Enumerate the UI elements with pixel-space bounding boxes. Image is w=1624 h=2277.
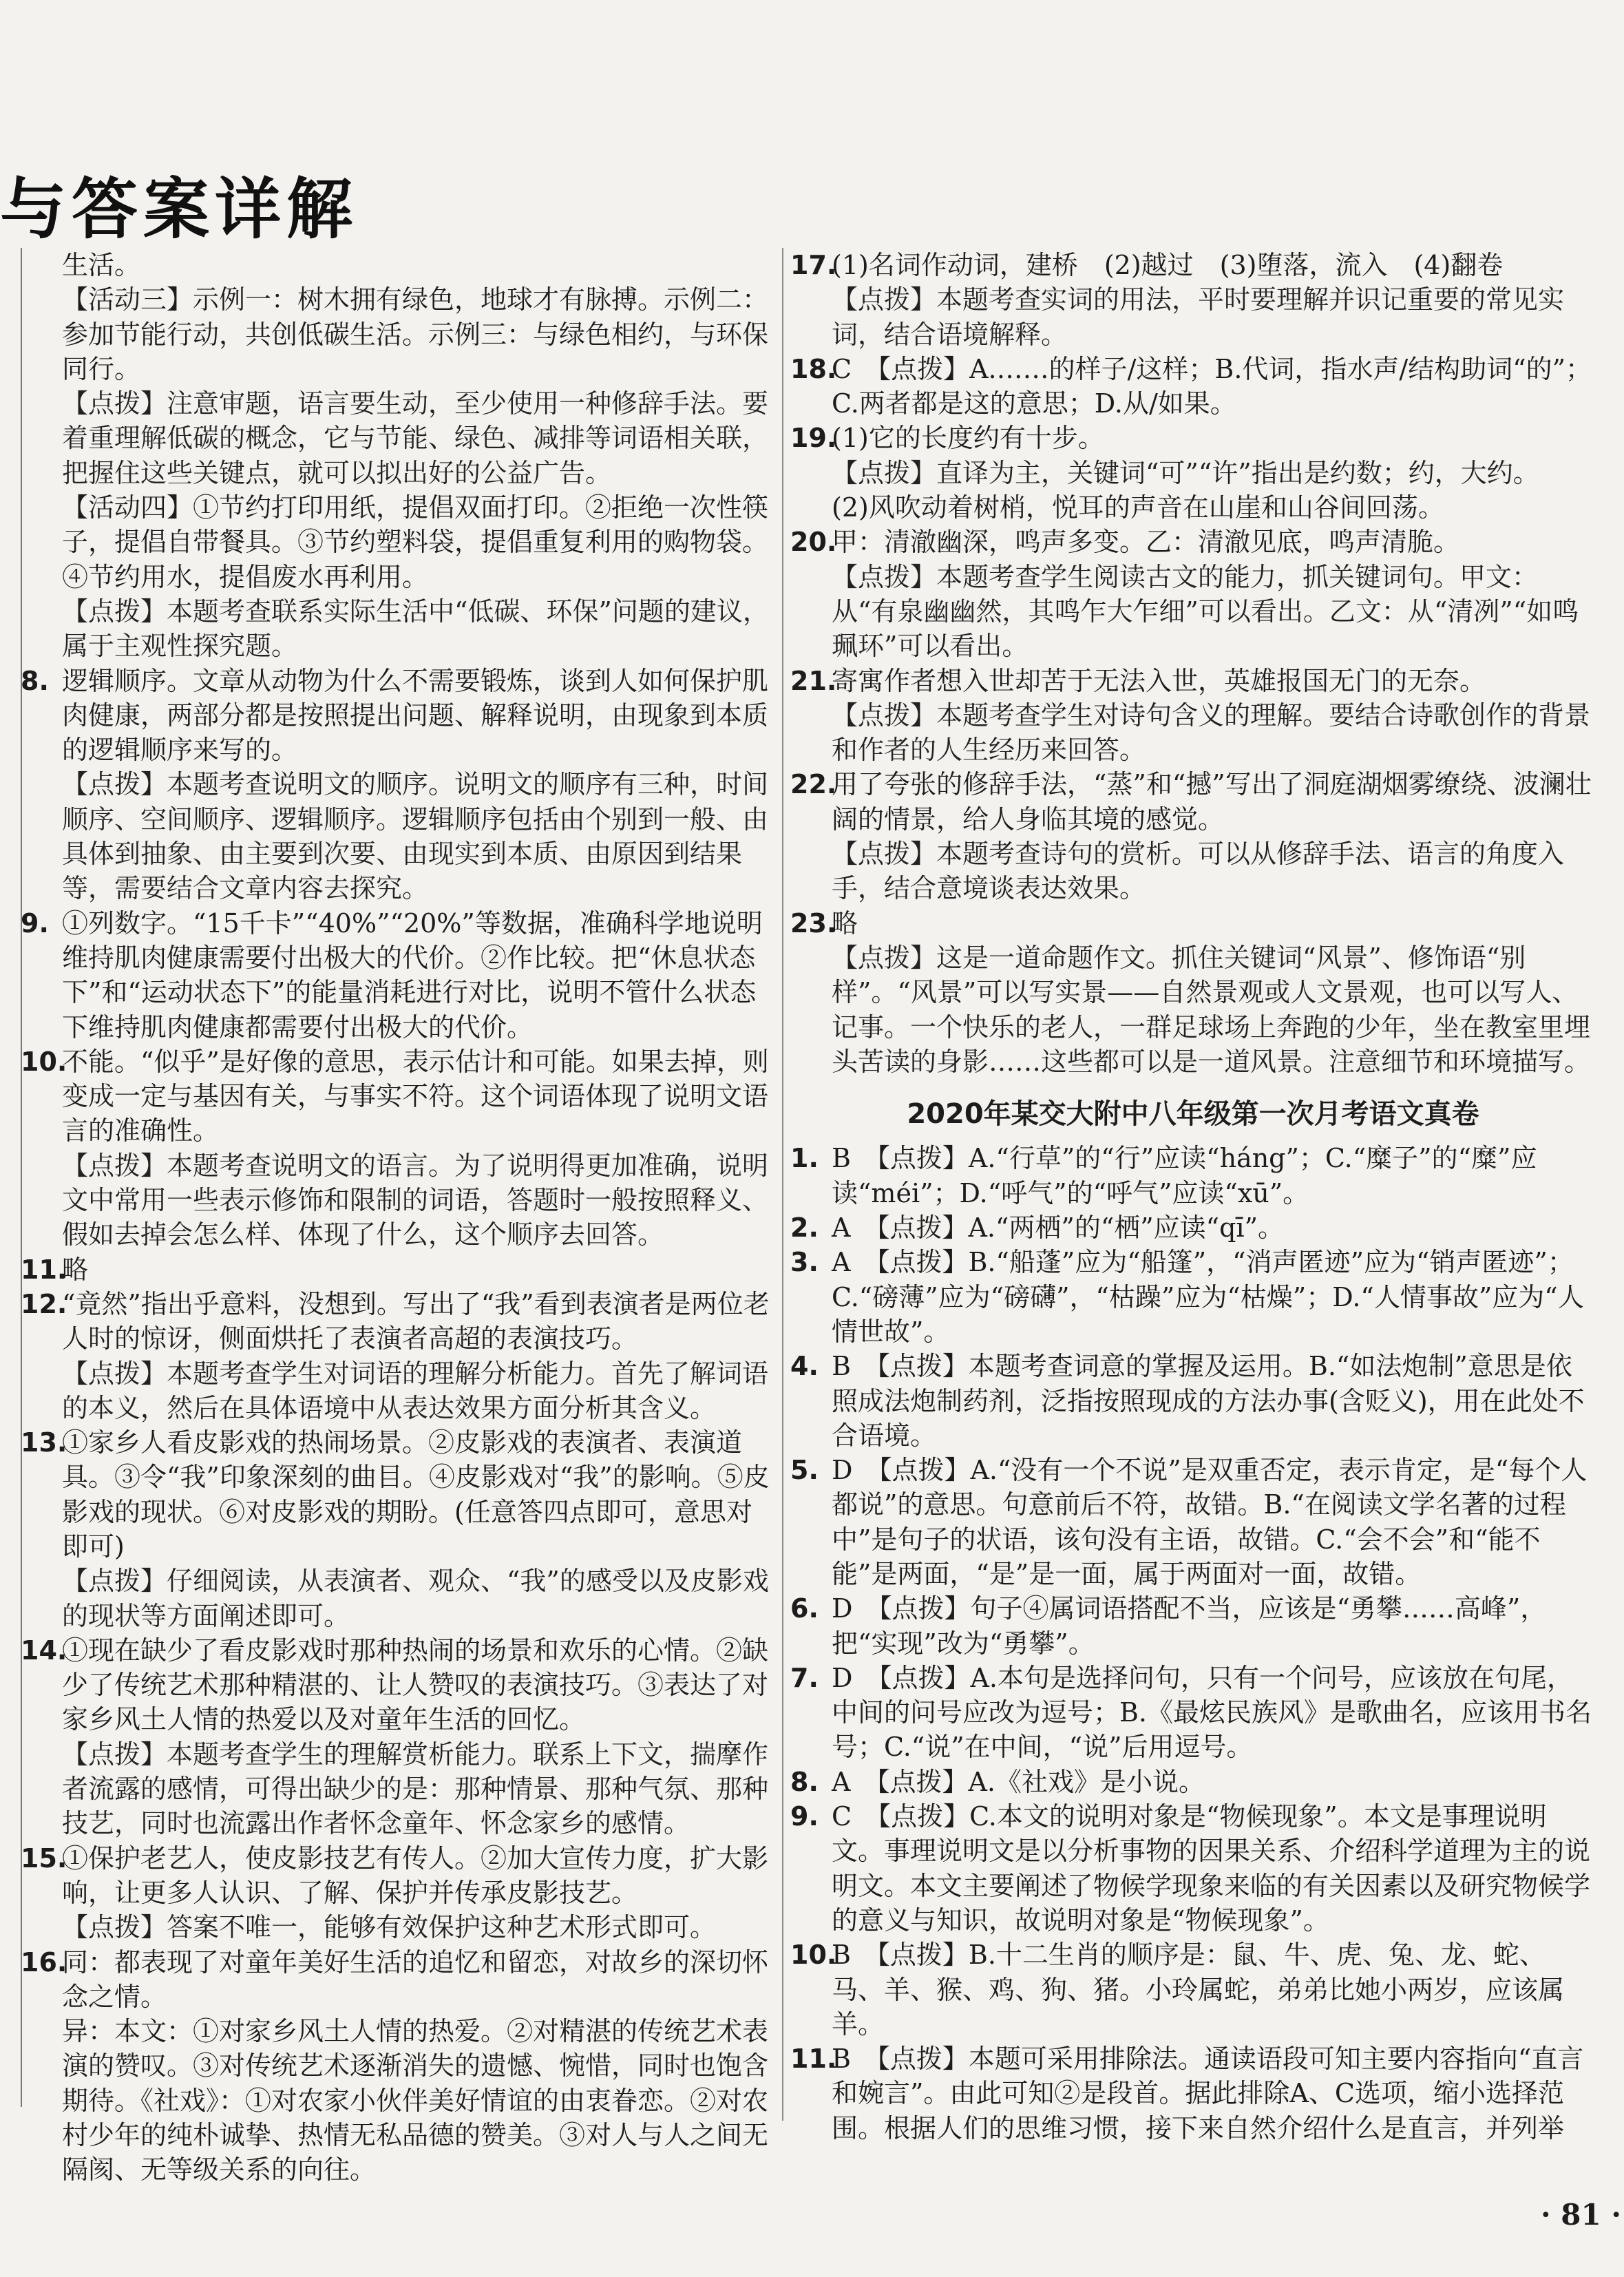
answer-number: 14. (21, 1635, 67, 1666)
answer-item (790, 1765, 1596, 1799)
answer-number: 9. (790, 1801, 819, 1832)
answer-tip: 【点拨】仔细阅读，从表演者、观众、“我”的感受以及皮影戏的现状等方面阐述即可。 (62, 1566, 769, 1631)
answer-item (790, 1799, 1596, 1938)
answer-text: ①列数字。“15千卡”“40%”“20%”等数据，准确科学地说明维持肌肉健康需要付出极大的代价。②作比较。把“休息状态下”和“运动状态下”的能量消耗进行对比，说明不管什么状态下维持肌肉健康都需要付出极大的代价。 (62, 907, 763, 1042)
answer-tip: 【点拨】本题考查诗句的赏析。可以从修辞手法、语言的角度入手，结合意境谈表达效果。 (832, 839, 1565, 904)
answer-number: 17. (790, 250, 837, 280)
answer-text: A 【点拨】B.“船蓬”应为“船篷”，“消声匿迹”应为“销声匿迹”；C.“磅薄”应为“磅礴”，“枯躁”应为“枯燥”；D.“人情事故”应为“人情世故”。 (832, 1247, 1584, 1347)
answer-item (790, 1245, 1596, 1349)
answer-item (790, 525, 1596, 663)
answer-text: C 【点拨】A.……的样子/这样；B.代词，指水声/结构助词“的”；C.两者都是这的意思；D.从/如果。 (832, 353, 1592, 419)
answer-number: 10. (21, 1046, 67, 1077)
activity3-tip: 【点拨】注意审题，语言要生动，至少使用一种修辞手法。要着重理解低碳的概念，它与节能、绿色、减排等词语相关联，把握住这些关键点，就可以拟出好的公益广告。 (62, 388, 769, 488)
answer-item (790, 1141, 1596, 1210)
answer-tip: 【点拨】答案不唯一，能够有效保护这种艺术形式即可。 (62, 1912, 717, 1943)
answer-number: 18. (790, 353, 837, 384)
answer-text: B 【点拨】B.十二生肖的顺序是：鼠、牛、虎、兔、龙、蛇、马、羊、猴、鸡、狗、猪。小玲属蛇，弟弟比她小两岁，应该属羊。 (832, 1940, 1565, 2039)
answer-tip: 【点拨】本题考查学生的理解赏析能力。联系上下文，揣摩作者流露的感情，可得出缺少的是：那种情景、那种气氛、那种技艺，同时也流露出作者怀念童年、怀念家乡的感情。 (62, 1739, 769, 1839)
answer-number: 16. (21, 1947, 67, 1977)
activity4-answer: 【活动四】①节约打印用纸，提倡双面打印。②拒绝一次性筷子，提倡自带餐具。③节约塑料袋，提倡重复利用的购物袋。④节约用水，提倡废水再利用。 (62, 492, 769, 592)
answer-item (790, 664, 1596, 768)
answer-text: 同：都表现了对童年美好生活的追忆和留恋，对故乡的深切怀念之情。 (62, 1947, 769, 2012)
answer-tip: 【点拨】这是一道命题作文。抓住关键词“风景”、修饰语“别样”。“风景”可以写实景——自然景观或人文景观，也可以写人、记事。一个快乐的老人，一群足球场上奔跑的少年，坐在教室里埋头苦读的身影……这些都可以是一道风景。注意细节和环境描写。 (832, 942, 1591, 1077)
answer-item (21, 1287, 778, 1425)
left-margin-strip (0, 248, 22, 2107)
answer-text: B 【点拨】本题可采用排除法。通读语段可知主要内容指向“直言和婉言”。由此可知②是段首。据此排除A、C选项，缩小选择范围。根据人们的思维习惯，接下来自然介绍什么是直言，并列举 (832, 2044, 1584, 2143)
answer-number: 11. (21, 1254, 67, 1285)
answer-item (21, 1945, 778, 2187)
answer-number: 3. (790, 1247, 819, 1278)
answer-text: (2)风吹动着树梢，悦耳的声音在山崖和山谷间回荡。 (832, 492, 1444, 523)
answer-text: 用了夸张的修辞手法，“蒸”和“撼”写出了洞庭湖烟雾缭绕、波澜壮阔的情景，给人身临其境的感觉。 (832, 769, 1592, 835)
answer-text: A 【点拨】A.《社戏》是小说。 (832, 1766, 1205, 1797)
answer-item (21, 1425, 778, 1633)
answer-number: 15. (21, 1843, 67, 1874)
answer-number: 1. (790, 1143, 819, 1174)
answer-item (790, 2042, 1596, 2145)
answer-item (790, 1661, 1596, 1765)
answer-text: 甲：清澈幽深，鸣声多变。乙：清澈见底，鸣声清脆。 (832, 527, 1460, 558)
answer-item (790, 248, 1596, 352)
answer-text: D 【点拨】A.本句是选择问句，只有一个问号，应该放在句尾，中间的问号应改为逗号；B.《最炫民族风》是歌曲名，应该用书名号；C.“说”在中间，“说”后用逗号。 (832, 1662, 1592, 1763)
section-heading: 2020年某交大附中八年级第一次月考语文真卷 (907, 1098, 1479, 1131)
answer-number: 6. (790, 1593, 819, 1624)
answer-tip: 【点拨】本题考查学生对诗句含义的理解。要结合诗歌创作的背景和作者的人生经历来回答。 (832, 700, 1591, 766)
answer-text: D 【点拨】A.“没有一个不说”是双重否定，表示肯定，是“每个人都说”的意思。句意前后不符，故错。B.“在阅读文学名著的过程中”是句子的状语，该句没有主语，故错。C.“会不会”和“能不能”是两面，“是”是一面，属于两面对一面，故错。 (832, 1455, 1588, 1589)
column-divider (782, 248, 783, 2121)
answer-number: 4. (790, 1351, 819, 1382)
answer-number: 20. (790, 527, 837, 558)
answer-number: 13. (21, 1427, 67, 1458)
answer-number: 23. (790, 907, 837, 938)
answer-text: 异：本文：①对家乡风土人情的热爱。②对精湛的传统艺术表演的赞叹。③对传统艺术逐渐消失的遗憾、惋惜，同时也饱含期待。《社戏》：①对农家小伙伴美好情谊的由衷眷恋。②对农村少年的纯朴诚挚、热情无私品德的赞美。③对人与人之间无隔阂、无等级关系的向往。 (62, 2016, 769, 2185)
answer-item (790, 1210, 1596, 1245)
answer-text: 略 (832, 907, 858, 938)
answer-number: 9. (21, 907, 49, 938)
answer-number: 7. (790, 1662, 819, 1693)
answer-number: 8. (790, 1766, 819, 1797)
answer-item (21, 1045, 778, 1252)
answer-text: C 【点拨】C.本文的说明对象是“物候现象”。本文是事理说明文。事理说明文是以分析事物的因果关系、介绍科学道理为主的说明文。本文主要阐述了物候学现象来临的有关因素以及研究物候学的意义与知识，故说明对象是“物候现象”。 (832, 1801, 1591, 1935)
answer-text: 逻辑顺序。文章从动物为什么不需要锻炼，谈到人如何保护肌肉健康，两部分都是按照提出问题、解释说明，由现象到本质的逻辑顺序来写的。 (62, 665, 769, 766)
answer-text: 不能。“似乎”是好像的意思，表示估计和可能。如果去掉，则变成一定与基因有关，与事实不符。这个词语体现了说明文语言的准确性。 (62, 1046, 769, 1146)
answer-text: (1)它的长度约有十步。 (832, 423, 1104, 454)
answer-item (790, 421, 1596, 525)
answer-item (790, 906, 1596, 1079)
answer-number: 2. (790, 1213, 819, 1244)
answer-number: 19. (790, 423, 837, 454)
answer-number: 21. (790, 665, 837, 696)
answer-item (790, 1453, 1596, 1591)
answer-text: ①家乡人看皮影戏的热闹场景。②皮影戏的表演者、表演道具。③令“我”印象深刻的曲目。④皮影戏对“我”的影响。⑤皮影戏的现状。⑥对皮影戏的期盼。(任意答四点即可，意思对即可) (62, 1427, 770, 1562)
answer-item (21, 1633, 778, 1841)
answer-item (21, 664, 778, 906)
answer-number: 5. (790, 1455, 819, 1486)
answer-item (790, 1591, 1596, 1661)
left-column (21, 248, 778, 2185)
answer-text: 寄寓作者想入世却苦于无法入世，英雄报国无门的无奈。 (832, 665, 1486, 696)
answer-item (790, 767, 1596, 905)
answer-item (790, 352, 1596, 421)
answer-tip: 【点拨】本题考查说明文的顺序。说明文的顺序有三种，时间顺序、空间顺序、逻辑顺序。逻辑顺序包括由个别到一般、由具体到抽象、由主要到次要、由现实到本质、由原因到结果等，需要结合文章内容去探究。 (62, 769, 769, 904)
answer-tip: 【点拨】本题考查实词的用法，平时要理解并识记重要的常见实词，结合语境解释。 (832, 284, 1565, 350)
answer-text: D 【点拨】句子④属词语搭配不当，应该是“勇攀……高峰”，把“实现”改为“勇攀”。 (832, 1593, 1547, 1659)
answer-tip: 【点拨】本题考查学生对词语的理解分析能力。首先了解词语的本义，然后在具体语境中从表达效果方面分析其含义。 (62, 1358, 769, 1423)
page-number: · 81 · (1541, 2198, 1621, 2232)
answer-tip: 【点拨】直译为主，关键词“可”“许”指出是约数；约，大约。 (832, 457, 1539, 488)
answer-text: B 【点拨】A.“行草”的“行”应读“háng”；C.“糜子”的“糜”应读“méi”；D.“呼气”的“呼气”应读“xū”。 (832, 1143, 1537, 1208)
answer-text: ①现在缺少了看皮影戏时那种热闹的场景和欢乐的心情。②缺少了传统艺术那种精湛的、让人赞叹的表演技巧。③表达了对家乡风土人情的热爱以及对童年生活的回忆。 (62, 1635, 769, 1735)
answer-text: “竟然”指出乎意料，没想到。写出了“我”看到表演者是两位老人时的惊讶，侧面烘托了表演者高超的表演技巧。 (62, 1288, 770, 1354)
answer-number: 22. (790, 769, 837, 800)
answer-number: 12. (21, 1288, 67, 1319)
answer-number: 10. (790, 1940, 837, 1971)
answer-text: ①保护老艺人，使皮影技艺有传人。②加大宣传力度，扩大影响，让更多人认识、了解、保护并传承皮影技艺。 (62, 1843, 769, 1908)
answer-text: A 【点拨】A.“两栖”的“栖”应读“qī”。 (832, 1213, 1285, 1244)
answer-item (21, 906, 778, 1045)
answer-tip: 【点拨】本题考查学生阅读古文的能力，抓关键词句。甲文：从“有泉幽幽然，其鸣乍大乍细”可以看出。乙文：从“清冽”“如鸣珮环”可以看出。 (832, 561, 1579, 662)
answer-text: (1)名词作动词，建桥 (2)越过 (3)堕落，流入 (4)翻卷 (832, 250, 1504, 280)
right-column (790, 248, 1596, 2143)
left-intro: 生活。 (62, 250, 141, 280)
page-title: 与答案详解 (0, 171, 358, 248)
answer-number: 8. (21, 665, 49, 696)
answer-text: 略 (62, 1254, 89, 1285)
answer-tip: 【点拨】本题考查说明文的语言。为了说明得更加准确，说明文中常用一些表示修饰和限制的词语，答题时一般按照释义、假如去掉会怎么样、体现了什么，这个顺序去回答。 (62, 1150, 769, 1250)
activity4-tip: 【点拨】本题考查联系实际生活中“低碳、环保”问题的建议，属于主观性探究题。 (62, 596, 769, 662)
answer-item (790, 1349, 1596, 1453)
activity3-answer: 【活动三】示例一：树木拥有绿色，地球才有脉搏。示例二：参加节能行动，共创低碳生活。示例三：与绿色相约，与环保同行。 (62, 284, 769, 384)
answer-item (790, 1938, 1596, 2042)
answer-text: B 【点拨】本题考查词意的掌握及运用。B.“如法炮制”意思是依照成法炮制药剂，泛指按照现成的方法办事(含贬义)，用在此处不合语境。 (832, 1351, 1585, 1451)
answer-number: 11. (790, 2044, 837, 2075)
answer-item (21, 1841, 778, 1945)
answer-item (21, 1252, 778, 1287)
